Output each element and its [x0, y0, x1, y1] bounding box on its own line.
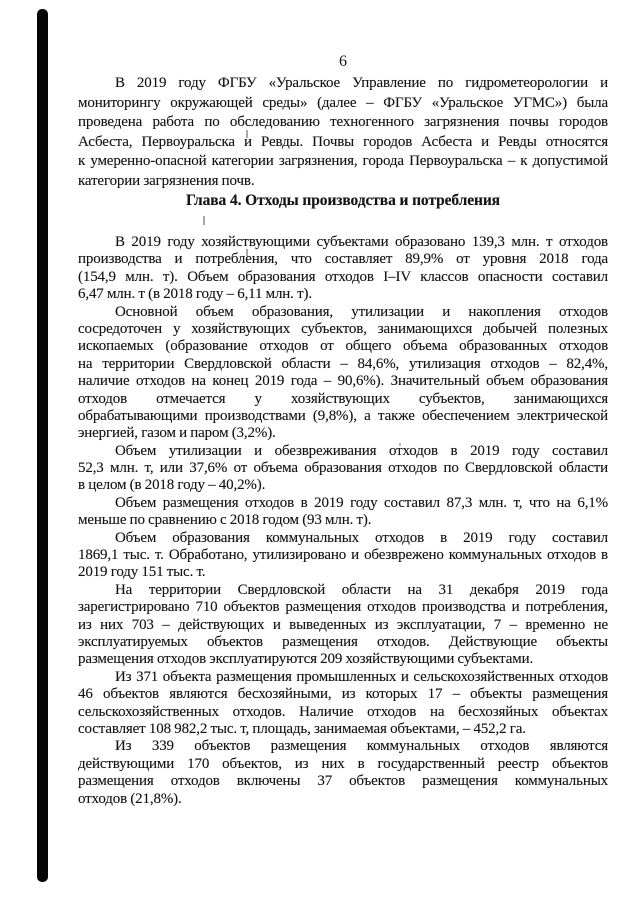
text-line: сельскохозяйственных отходов. Наличие отходов на бесхозяйных объектах — [78, 703, 608, 720]
text-line: в целом (в 2018 году – 40,2%). — [78, 477, 266, 494]
text-line: категории загрязнения почв. — [78, 172, 255, 189]
scan-edge-artifact-bar — [37, 9, 48, 882]
text-line: На территории Свердловской области на 31 декабря 2019 года — [115, 581, 608, 598]
text-line: ископаемых (образование отходов от общего объема образованных отходов — [78, 338, 608, 355]
text-line: (154,9 млн. т). Объем образования отходов I–IV классов опасности составил — [78, 268, 608, 285]
text-line: 46 объектов являются бесхозяйными, из которых 17 – объекты размещения — [78, 686, 608, 703]
text-line: действующими 170 объектов, из них в государственный реестр объектов — [78, 755, 608, 772]
text-line: Основной объем образования, утилизации и накопления отходов — [115, 303, 608, 320]
text-line: наличие отходов на конец 2019 года – 90,6%). Значительный объем образования — [78, 373, 608, 390]
crease-mark — [203, 216, 205, 225]
text-line: 6,47 млн. т (в 2018 году – 6,11 млн. т). — [78, 286, 312, 303]
page-number: 6 — [339, 53, 347, 70]
text-line: 2019 году 151 тыс. т. — [78, 564, 206, 581]
text-line: размещения отходов эксплуатируются 209 хозяйствующими субъектами. — [78, 651, 534, 668]
text-line: Объем образования коммунальных отходов в 2019 году составил — [115, 529, 608, 546]
body-text — [78, 234, 608, 808]
text-line: к умеренно-опасной категории загрязнения, города Первоуральска – к допустимой — [78, 153, 608, 170]
text-line: Асбеста, Первоуральска и Ревды. Почвы городов Асбеста и Ревды относятся — [78, 133, 608, 150]
text-line: Из 339 объектов размещения коммунальных отходов являются — [115, 738, 608, 755]
text-line: эксплуатируемых объектов размещения отходов. Действующие объекты — [78, 633, 608, 650]
text-line: размещения отходов включены 37 объектов размещения коммунальных — [78, 773, 608, 790]
text-line: обрабатывающими производствами (9,8%), а также обеспечением электрической — [78, 407, 608, 424]
text-line: меньше по сравнению с 2018 годом (93 млн. т). — [78, 512, 372, 529]
text-line: составляет 108 982,2 тыс. т, площадь, занимаемая объектами, – 452,2 га. — [78, 720, 526, 737]
text-line: 1869,1 тыс. т. Обработано, утилизировано и обезврежено коммунальных отходов в — [78, 547, 608, 564]
text-line: проведена работа по обследованию техногенного загрязнения почвы городов — [78, 114, 608, 131]
text-line: из них 703 – действующих и выведенных из эксплуатации, 7 – временно не — [78, 616, 608, 633]
text-line: Объем размещения отходов в 2019 году составил 87,3 млн. т, что на 6,1% — [115, 494, 608, 511]
text-line: В 2019 году ФГБУ «Уральское Управление по гидрометеорологии и — [115, 75, 608, 91]
intro-paragraph — [78, 74, 608, 192]
text-line: В 2019 году хозяйствующими субъектами образовано 139,3 млн. т отходов — [115, 234, 608, 250]
text-line: энергией, газом и паром (3,2%). — [78, 425, 276, 442]
text-line: Объем утилизации и обезвреживания отходов в 2019 году составил — [115, 442, 608, 459]
text-line: на территории Свердловской области – 84,6%, утилизация отходов – 82,4%, — [78, 355, 608, 372]
text-line: мониторингу окружающей среды» (далее – ФГБУ «Уральское УГМС») была — [78, 94, 608, 111]
text-line: Из 371 объекта размещения промышленных и сельскохозяйственных отходов — [115, 668, 608, 685]
text-line: отходов отмечается у хозяйствующих субъектов, занимающихся — [78, 390, 608, 407]
text-line: зарегистрировано 710 объектов размещения отходов производства и потребления, — [78, 599, 608, 616]
text-line: 52,3 млн. т, или 37,6% от объема образования отходов по Свердловской области — [78, 460, 608, 477]
text-line: отходов (21,8%). — [78, 790, 182, 807]
text-line: сосредоточен у хозяйствующих субъектов, занимающихся добычей полезных — [78, 320, 608, 337]
chapter-heading: Глава 4. Отходы производства и потребления — [186, 192, 500, 209]
text-line: производства и потребления, что составляет 89,9% от уровня 2018 года — [78, 251, 608, 268]
